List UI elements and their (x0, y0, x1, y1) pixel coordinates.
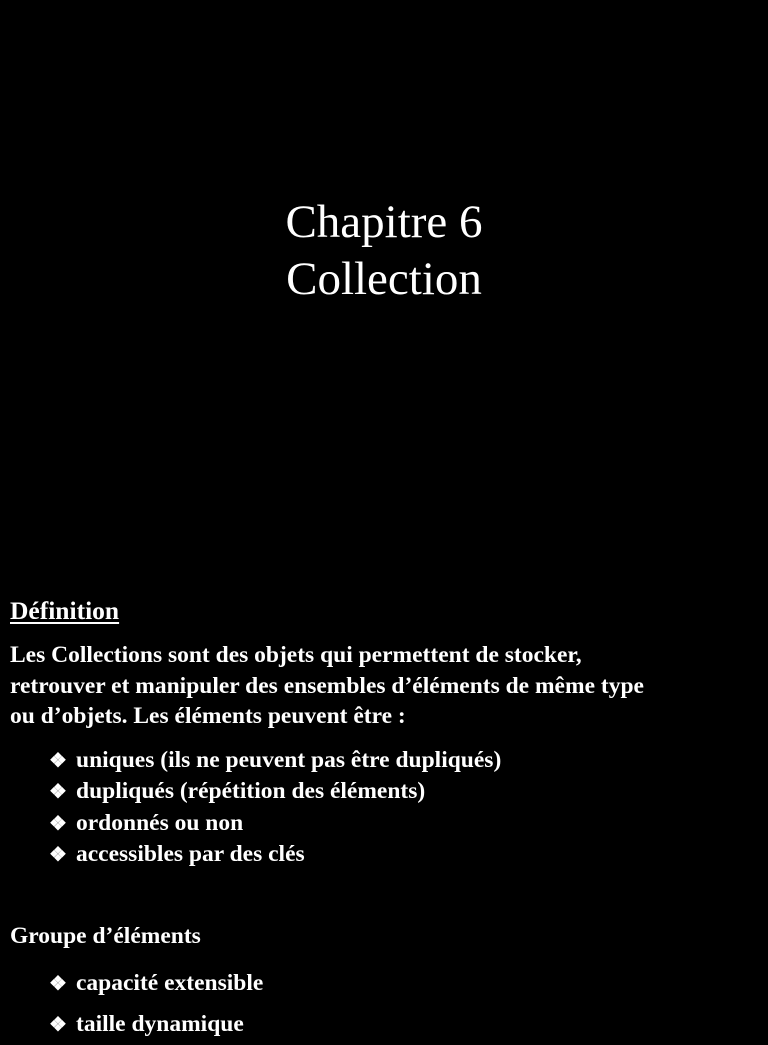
paragraph-line: ou d’objets. Les éléments peuvent être : (10, 703, 406, 729)
list-item (49, 808, 750, 840)
diamond-bullet-icon: ❖ (49, 812, 67, 835)
group-heading: Groupe d’éléments (10, 922, 201, 949)
list-item-text: dupliqués (répétition des éléments) (76, 778, 426, 805)
list-item (49, 963, 750, 1004)
paragraph-line: Les Collections sont des objets qui permettent de stocker, (10, 642, 582, 668)
diamond-bullet-icon: ❖ (49, 749, 67, 772)
list-item-text: ordonnés ou non (76, 809, 244, 836)
chapter-title (0, 194, 768, 308)
list-item-text: taille dynamique (76, 1010, 244, 1037)
chapter-number: Chapitre 6 (285, 196, 483, 248)
list-item-text: capacité extensible (76, 969, 264, 996)
group-properties-list (10, 963, 750, 1045)
list-item-text: accessibles par des clés (76, 841, 305, 868)
definition-heading: Définition (10, 596, 120, 625)
definition-section (10, 594, 750, 1045)
list-item (49, 1004, 750, 1045)
diamond-bullet-icon: ❖ (49, 972, 67, 995)
element-properties-list (10, 745, 750, 871)
diamond-bullet-icon: ❖ (49, 844, 67, 867)
paragraph-line: retrouver et manipuler des ensembles d’éléments de même type (10, 672, 644, 699)
diamond-bullet-icon: ❖ (49, 781, 67, 804)
list-item-text: uniques (ils ne peuvent pas être dupliqués) (76, 746, 502, 773)
definition-paragraph (10, 640, 750, 732)
list-item (49, 776, 750, 808)
diamond-bullet-icon: ❖ (49, 1013, 67, 1036)
list-item (49, 839, 750, 871)
chapter-name: Collection (286, 253, 482, 305)
list-item (49, 745, 750, 777)
